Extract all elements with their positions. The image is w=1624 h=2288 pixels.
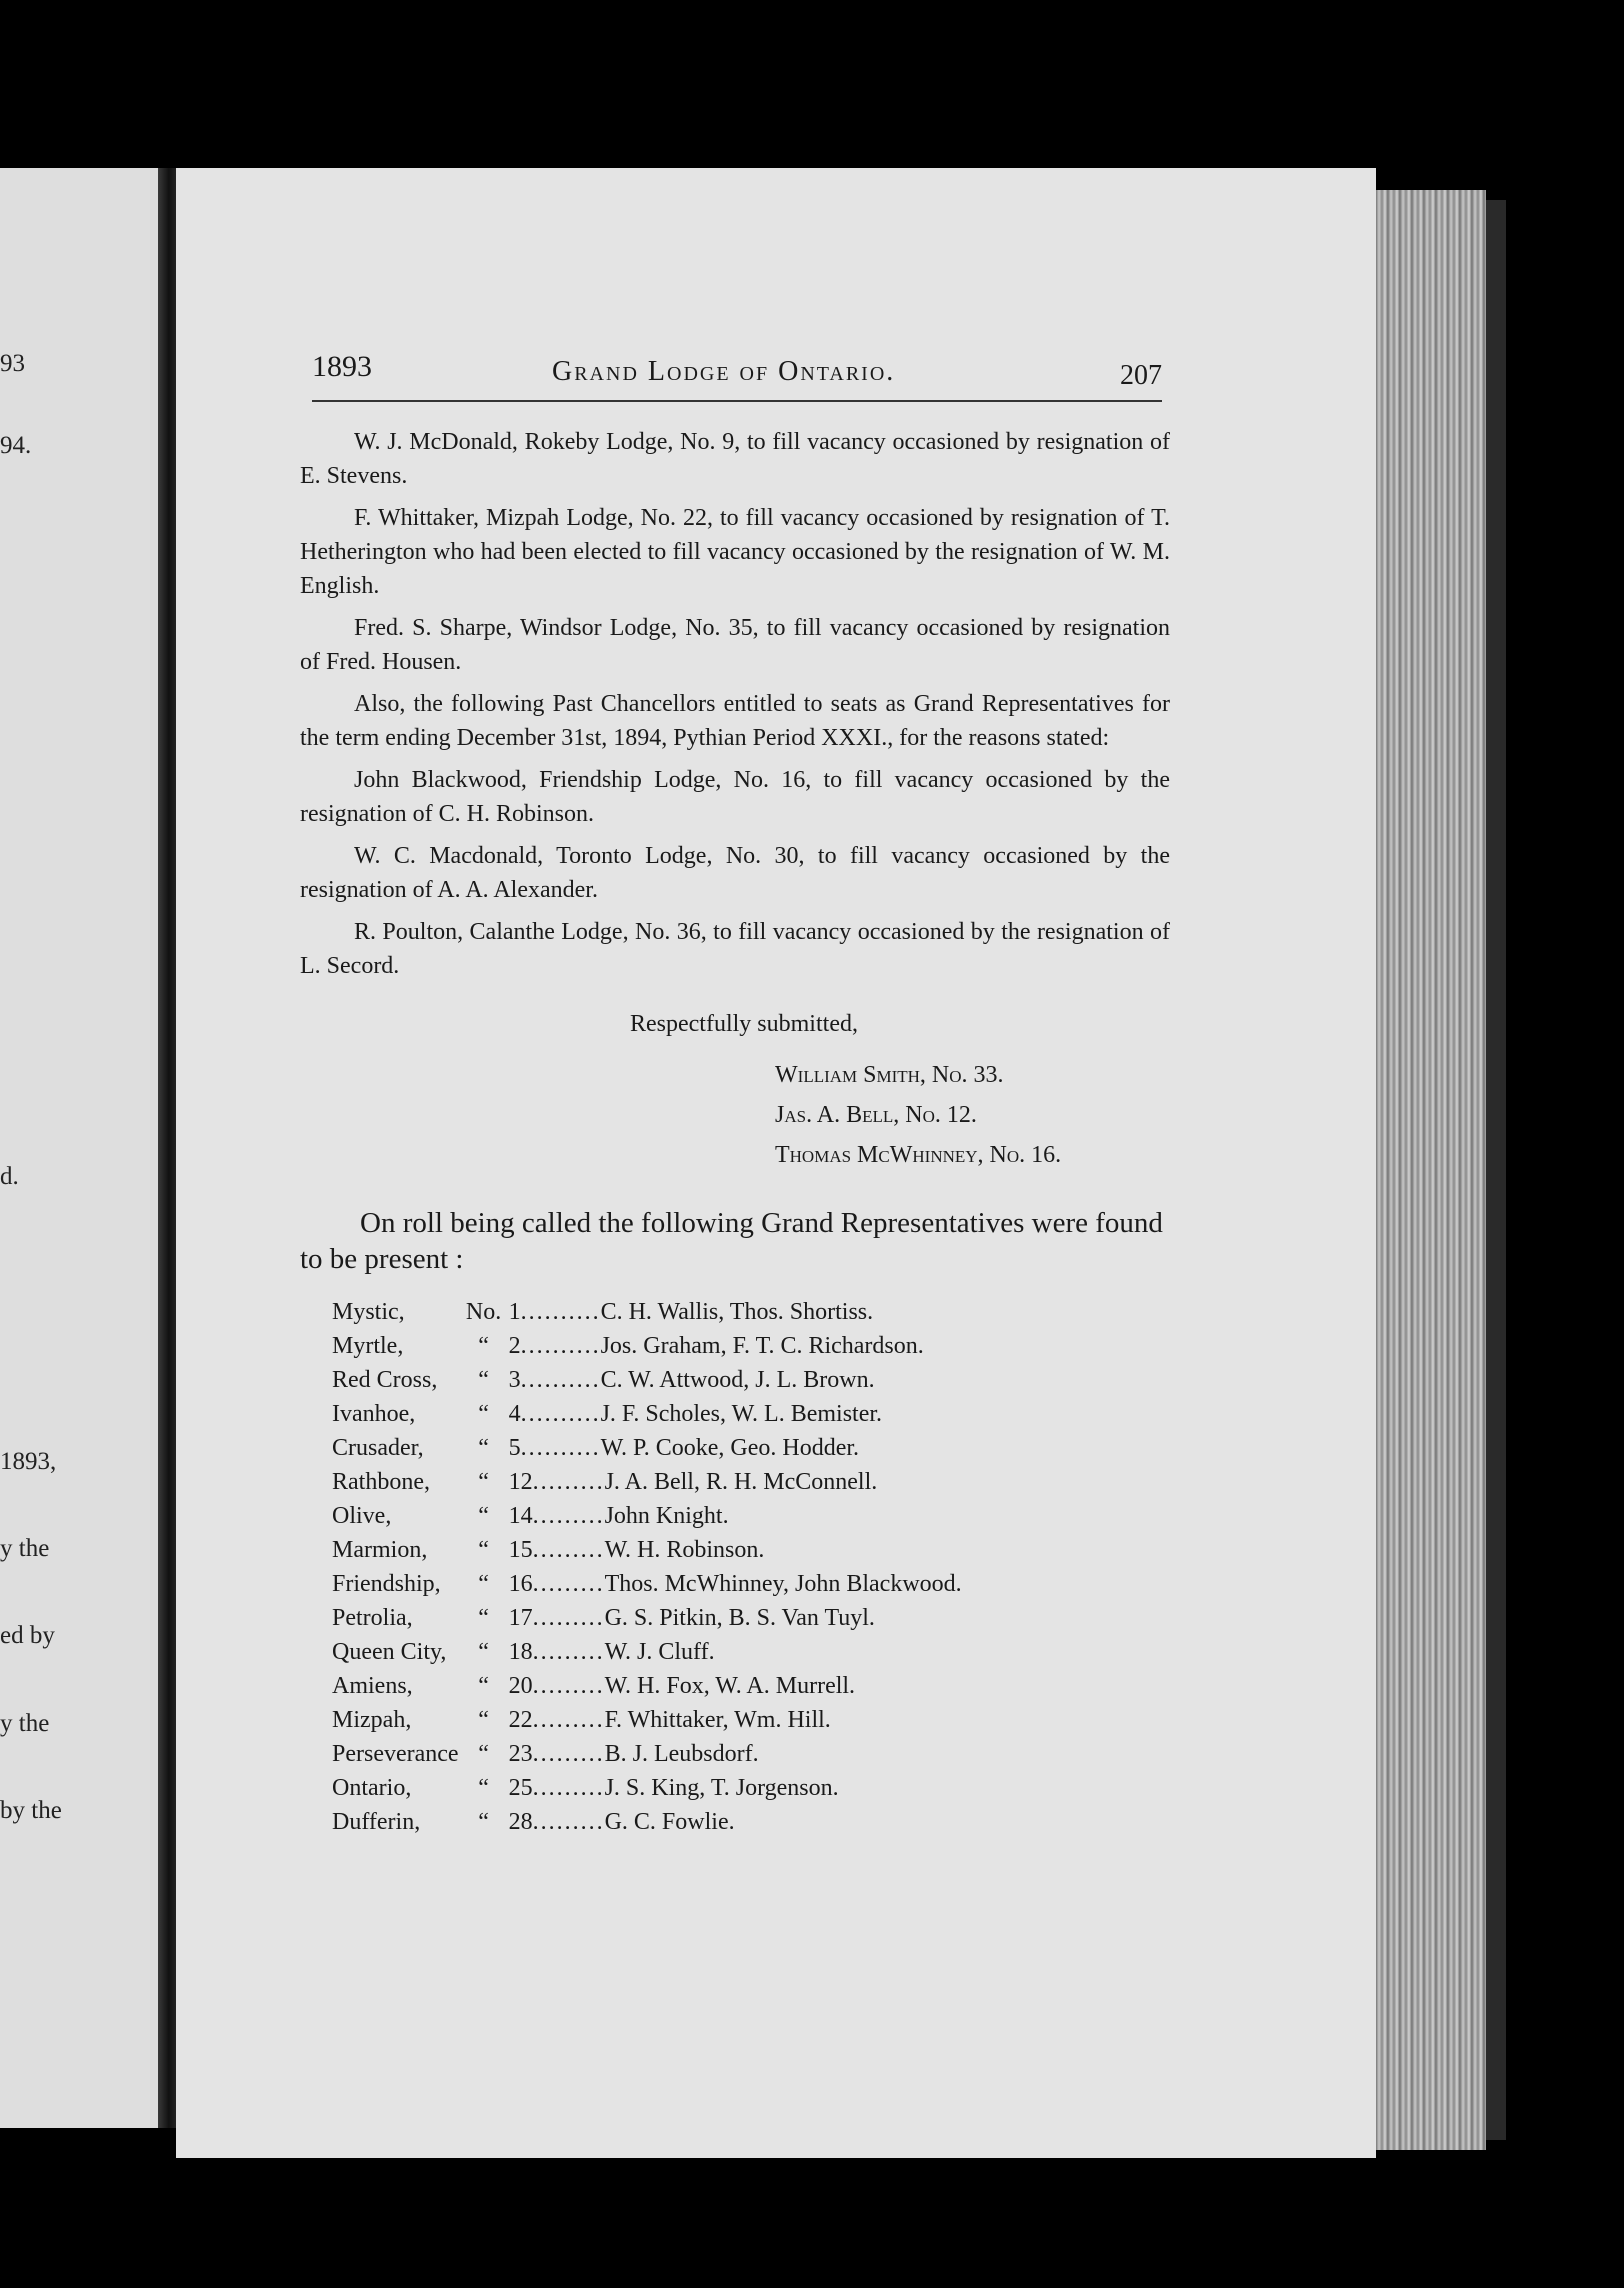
lodge-number: 25: [508, 1775, 533, 1801]
header-rule: [312, 400, 1162, 402]
leader-dots: ..........: [520, 1299, 601, 1325]
table-row: [332, 1635, 962, 1669]
left-page-fragment: y the: [0, 1535, 50, 1562]
page-edges: [1376, 190, 1486, 2150]
lodge-entry: [509, 1397, 962, 1431]
lodge-number-prefix: “: [478, 1639, 489, 1665]
lodge-entry: [509, 1669, 962, 1703]
signature: Jas. A. Bell, No. 12.: [775, 1102, 977, 1128]
table-row: [332, 1533, 962, 1567]
leader-dots: .........: [532, 1809, 605, 1835]
page-header: [312, 350, 1162, 400]
leader-dots: .........: [532, 1673, 605, 1699]
page-body: [300, 425, 1170, 1839]
lodge-name: Perseverance: [332, 1741, 459, 1767]
left-page: [0, 168, 158, 2128]
paragraph: R. Poulton, Calanthe Lodge, No. 36, to fill vacancy occasioned by the resignation of L. Secord.: [300, 919, 1170, 979]
representatives: W. H. Robinson.: [604, 1537, 765, 1563]
table-row: [332, 1601, 962, 1635]
lodge-number-prefix: “: [478, 1367, 489, 1393]
leader-dots: .........: [532, 1639, 605, 1665]
lodge-number-prefix: “: [478, 1809, 489, 1835]
representatives: F. Whittaker, Wm. Hill.: [604, 1707, 831, 1733]
table-row: [332, 1703, 962, 1737]
lodge-number: 22: [508, 1707, 533, 1733]
lodge-number-prefix: “: [478, 1605, 489, 1631]
leader-dots: ..........: [520, 1367, 601, 1393]
table-row: [332, 1805, 962, 1839]
representatives: J. S. King, T. Jorgenson.: [604, 1775, 839, 1801]
leader-dots: .........: [532, 1571, 605, 1597]
lodge-entry: [509, 1703, 962, 1737]
lodge-name: Dufferin,: [332, 1809, 421, 1835]
representatives: W. P. Cooke, Geo. Hodder.: [600, 1435, 860, 1461]
representatives: W. J. Cluff.: [604, 1639, 715, 1665]
lodge-number: 2: [508, 1333, 521, 1359]
representatives: Jos. Graham, F. T. C. Richardson.: [600, 1333, 924, 1359]
lodge-name: Olive,: [332, 1503, 392, 1529]
lodge-number-prefix: “: [478, 1775, 489, 1801]
lodge-entry: [509, 1329, 962, 1363]
left-page-fragment: 1893,: [0, 1448, 57, 1475]
left-page-fragment: y the: [0, 1710, 50, 1737]
table-row: [332, 1669, 962, 1703]
lodge-number-prefix: “: [478, 1571, 489, 1597]
header-title: Grand Lodge of Ontario.: [552, 356, 896, 387]
paragraph: John Blackwood, Friendship Lodge, No. 16, to fill vacancy occasioned by the resignation of C. H. Robinson.: [300, 767, 1170, 827]
lodge-name: Crusader,: [332, 1435, 424, 1461]
lodge-name: Marmion,: [332, 1537, 428, 1563]
lodge-entry: [509, 1805, 962, 1839]
lodge-number-prefix: “: [478, 1503, 489, 1529]
lodge-name: Rathbone,: [332, 1469, 430, 1495]
lodge-number: 16: [508, 1571, 533, 1597]
leader-dots: .........: [532, 1469, 605, 1495]
paragraph: W. C. Macdonald, Toronto Lodge, No. 30, to fill vacancy occasioned by the resignation of A. A. Alexander.: [300, 843, 1170, 903]
lodge-number-prefix: “: [478, 1741, 489, 1767]
leader-dots: .........: [532, 1537, 605, 1563]
paragraph: W. J. McDonald, Rokeby Lodge, No. 9, to fill vacancy occasioned by resignation of E. Stevens.: [300, 429, 1170, 489]
lodge-number: 20: [508, 1673, 533, 1699]
lodge-name: Amiens,: [332, 1673, 413, 1699]
lodge-number-prefix: “: [478, 1469, 489, 1495]
lodge-name: Red Cross,: [332, 1367, 438, 1393]
table-row: [332, 1397, 962, 1431]
representatives: W. H. Fox, W. A. Murrell.: [604, 1673, 856, 1699]
paragraph: F. Whittaker, Mizpah Lodge, No. 22, to fill vacancy occasioned by resignation of T. Hetherington who had been elected to fill vacancy occasioned by the resignation of W. M. English.: [300, 505, 1170, 599]
signature: William Smith, No. 33.: [775, 1062, 1004, 1088]
lodge-entry: [509, 1635, 962, 1669]
lodge-entry: [509, 1431, 962, 1465]
signature: Thomas McWhinney, No. 16.: [775, 1142, 1062, 1168]
lodge-number: 4: [508, 1401, 521, 1427]
leader-dots: ..........: [520, 1401, 601, 1427]
lodge-entry: [509, 1737, 962, 1771]
table-row: [332, 1465, 962, 1499]
lodge-name: Ontario,: [332, 1775, 412, 1801]
representatives: John Knight.: [604, 1503, 729, 1529]
table-row: [332, 1567, 962, 1601]
lodge-entry: [509, 1601, 962, 1635]
table-row: [332, 1295, 962, 1329]
lodge-number-prefix: “: [478, 1537, 489, 1563]
lodge-number: 17: [508, 1605, 533, 1631]
representatives: G. S. Pitkin, B. S. Van Tuyl.: [604, 1605, 875, 1631]
lodge-number: 18: [508, 1639, 533, 1665]
lodge-number-prefix: No.: [465, 1299, 502, 1325]
representatives: B. J. Leubsdorf.: [604, 1741, 759, 1767]
leader-dots: ..........: [520, 1333, 601, 1359]
leader-dots: .........: [532, 1707, 605, 1733]
lodge-name: Friendship,: [332, 1571, 441, 1597]
table-row: [332, 1329, 962, 1363]
lodge-number: 3: [508, 1367, 521, 1393]
left-page-fragment: by the: [0, 1797, 62, 1824]
lodge-name: Petrolia,: [332, 1605, 413, 1631]
left-page-fragment: 94.: [0, 432, 32, 459]
representatives: Thos. McWhinney, John Blackwood.: [604, 1571, 962, 1597]
lodge-number-prefix: “: [478, 1401, 489, 1427]
lodge-name: Mizpah,: [332, 1707, 412, 1733]
roll-call-intro: On roll being called the following Grand Representatives were found to be present :: [300, 1207, 1163, 1275]
lodge-number: 23: [508, 1741, 533, 1767]
roll-table: [332, 1295, 962, 1839]
lodge-name: Myrtle,: [332, 1333, 404, 1359]
book-spine: [158, 168, 176, 2128]
signatures: [775, 1055, 1170, 1175]
lodge-number: 28: [508, 1809, 533, 1835]
leader-dots: ..........: [520, 1435, 601, 1461]
table-row: [332, 1737, 962, 1771]
left-page-fragment: ed by: [0, 1622, 55, 1649]
lodge-number: 1: [508, 1299, 521, 1325]
table-row: [332, 1499, 962, 1533]
leader-dots: .........: [532, 1605, 605, 1631]
leader-dots: .........: [532, 1775, 605, 1801]
left-page-fragment: 93: [0, 350, 25, 377]
representatives: C. W. Attwood, J. L. Brown.: [600, 1367, 875, 1393]
representatives: G. C. Fowlie.: [604, 1809, 735, 1835]
lodge-entry: [509, 1567, 962, 1601]
lodge-entry: [509, 1363, 962, 1397]
left-page-fragment: d.: [0, 1163, 19, 1190]
representatives: J. A. Bell, R. H. McConnell.: [604, 1469, 878, 1495]
lodge-number-prefix: “: [478, 1673, 489, 1699]
lodge-name: Mystic,: [332, 1299, 405, 1325]
paragraph: Fred. S. Sharpe, Windsor Lodge, No. 35, to fill vacancy occasioned by resignation of Fred. Housen.: [300, 615, 1170, 675]
lodge-number: 14: [508, 1503, 533, 1529]
lodge-number-prefix: “: [478, 1707, 489, 1733]
lodge-number-prefix: “: [478, 1333, 489, 1359]
table-row: [332, 1771, 962, 1805]
lodge-number: 12: [508, 1469, 533, 1495]
lodge-entry: [509, 1499, 962, 1533]
header-page-number: 207: [1120, 360, 1162, 391]
lodge-number: 15: [508, 1537, 533, 1563]
lodge-number: 5: [508, 1435, 521, 1461]
paragraph: Also, the following Past Chancellors entitled to seats as Grand Representatives for the term ending December 31st, 1894, Pythian Period XXXI., for the reasons stated:: [300, 691, 1170, 751]
table-row: [332, 1431, 962, 1465]
leader-dots: .........: [532, 1741, 605, 1767]
lodge-entry: [509, 1295, 962, 1329]
representatives: J. F. Scholes, W. L. Bemister.: [600, 1401, 883, 1427]
lodge-entry: [509, 1533, 962, 1567]
lodge-name: Ivanhoe,: [332, 1401, 416, 1427]
table-row: [332, 1363, 962, 1397]
page-edge-shadow: [1486, 200, 1506, 2140]
lodge-entry: [509, 1465, 962, 1499]
header-year: 1893: [312, 350, 372, 383]
representatives: C. H. Wallis, Thos. Shortiss.: [600, 1299, 874, 1325]
leader-dots: .........: [532, 1503, 605, 1529]
lodge-number-prefix: “: [478, 1435, 489, 1461]
lodge-entry: [509, 1771, 962, 1805]
lodge-name: Queen City,: [332, 1639, 447, 1665]
closing-line: Respectfully submitted,: [630, 1011, 858, 1037]
